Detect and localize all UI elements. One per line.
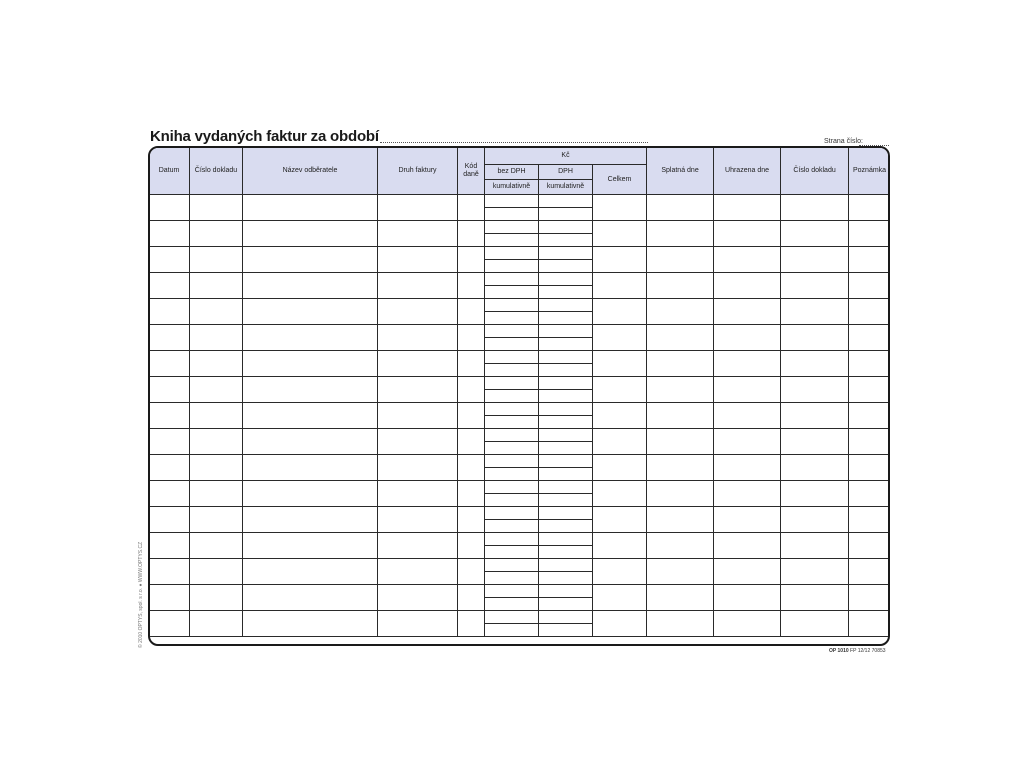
header-kumulativne-1: kumulativně <box>485 180 539 195</box>
table-row <box>149 377 891 390</box>
cell-bez-dph-kumulativne[interactable] <box>485 520 539 533</box>
cell-kod-dane[interactable] <box>458 377 485 403</box>
cell-poznamka[interactable] <box>849 351 890 377</box>
header-datum: Datum <box>149 147 190 195</box>
invoice-ledger-table <box>148 146 890 637</box>
cell-kod-dane[interactable] <box>458 221 485 247</box>
cell-bez-dph[interactable] <box>485 195 539 208</box>
cell-celkem[interactable] <box>593 533 647 559</box>
cell-datum[interactable] <box>149 481 190 507</box>
cell-datum[interactable] <box>149 585 190 611</box>
cell-kod-dane[interactable] <box>458 429 485 455</box>
cell-cislo-dokladu-2[interactable] <box>781 507 849 533</box>
cell-dph-kumulativne[interactable] <box>539 390 593 403</box>
form-code-rest: FP 12/12 70853 <box>850 648 886 654</box>
cell-cislo-dokladu[interactable] <box>190 533 243 559</box>
cell-kod-dane[interactable] <box>458 585 485 611</box>
cell-cislo-dokladu[interactable] <box>190 429 243 455</box>
cell-uhrazena-dne[interactable] <box>714 455 781 481</box>
cell-dph-kumulativne[interactable] <box>539 286 593 299</box>
cell-splatna-dne[interactable] <box>647 585 714 611</box>
cell-nazev-odberatele[interactable] <box>243 559 378 585</box>
cell-uhrazena-dne[interactable] <box>714 351 781 377</box>
cell-kod-dane[interactable] <box>458 247 485 273</box>
cell-dph-kumulativne[interactable] <box>539 520 593 533</box>
cell-cislo-dokladu-2[interactable] <box>781 273 849 299</box>
table-row <box>149 403 891 416</box>
cell-poznamka[interactable] <box>849 273 890 299</box>
cell-celkem[interactable] <box>593 429 647 455</box>
cell-splatna-dne[interactable] <box>647 481 714 507</box>
cell-cislo-dokladu-2[interactable] <box>781 299 849 325</box>
cell-poznamka[interactable] <box>849 481 890 507</box>
cell-bez-dph[interactable] <box>485 585 539 598</box>
cell-poznamka[interactable] <box>849 559 890 585</box>
cell-datum[interactable] <box>149 299 190 325</box>
header-druh-faktury: Druh faktury <box>378 147 458 195</box>
table-row <box>149 273 891 286</box>
cell-kod-dane[interactable] <box>458 403 485 429</box>
cell-poznamka[interactable] <box>849 377 890 403</box>
cell-poznamka[interactable] <box>849 195 890 221</box>
cell-nazev-odberatele[interactable] <box>243 325 378 351</box>
cell-dph-kumulativne[interactable] <box>539 338 593 351</box>
cell-celkem[interactable] <box>593 299 647 325</box>
cell-cislo-dokladu[interactable] <box>190 299 243 325</box>
cell-cislo-dokladu-2[interactable] <box>781 377 849 403</box>
cell-cislo-dokladu-2[interactable] <box>781 455 849 481</box>
cell-poznamka[interactable] <box>849 221 890 247</box>
cell-poznamka[interactable] <box>849 325 890 351</box>
title-fill-line <box>380 142 648 143</box>
table-row <box>149 247 891 260</box>
cell-kod-dane[interactable] <box>458 455 485 481</box>
header-kod-dane: Kód daně <box>458 147 485 195</box>
cell-dph[interactable] <box>539 429 593 442</box>
cell-bez-dph[interactable] <box>485 273 539 286</box>
cell-uhrazena-dne[interactable] <box>714 325 781 351</box>
cell-druh-faktury[interactable] <box>378 403 458 429</box>
table-row <box>149 195 891 208</box>
cell-uhrazena-dne[interactable] <box>714 247 781 273</box>
header-celkem: Celkem <box>593 165 647 195</box>
cell-nazev-odberatele[interactable] <box>243 403 378 429</box>
cell-splatna-dne[interactable] <box>647 247 714 273</box>
cell-nazev-odberatele[interactable] <box>243 585 378 611</box>
cell-nazev-odberatele[interactable] <box>243 455 378 481</box>
cell-splatna-dne[interactable] <box>647 195 714 221</box>
cell-uhrazena-dne[interactable] <box>714 403 781 429</box>
cell-celkem[interactable] <box>593 377 647 403</box>
cell-bez-dph-kumulativne[interactable] <box>485 364 539 377</box>
cell-uhrazena-dne[interactable] <box>714 273 781 299</box>
header-cislo-dokladu: Číslo dokladu <box>190 147 243 195</box>
cell-cislo-dokladu-2[interactable] <box>781 585 849 611</box>
cell-druh-faktury[interactable] <box>378 351 458 377</box>
cell-bez-dph-kumulativne[interactable] <box>485 468 539 481</box>
cell-uhrazena-dne[interactable] <box>714 299 781 325</box>
cell-splatna-dne[interactable] <box>647 403 714 429</box>
form-code <box>829 648 886 654</box>
cell-dph[interactable] <box>539 273 593 286</box>
cell-celkem[interactable] <box>593 559 647 585</box>
cell-kod-dane[interactable] <box>458 325 485 351</box>
cell-kod-dane[interactable] <box>458 299 485 325</box>
cell-cislo-dokladu[interactable] <box>190 481 243 507</box>
page-title: Kniha vydaných faktur za období <box>150 128 379 145</box>
cell-kod-dane[interactable] <box>458 559 485 585</box>
cell-cislo-dokladu-2[interactable] <box>781 221 849 247</box>
cell-dph-kumulativne[interactable] <box>539 312 593 325</box>
cell-cislo-dokladu[interactable] <box>190 559 243 585</box>
cell-datum[interactable] <box>149 351 190 377</box>
cell-dph-kumulativne[interactable] <box>539 416 593 429</box>
cell-dph-kumulativne[interactable] <box>539 546 593 559</box>
cell-bez-dph[interactable] <box>485 611 539 624</box>
cell-celkem[interactable] <box>593 351 647 377</box>
cell-bez-dph[interactable] <box>485 403 539 416</box>
cell-cislo-dokladu-2[interactable] <box>781 429 849 455</box>
cell-cislo-dokladu-2[interactable] <box>781 195 849 221</box>
cell-dph[interactable] <box>539 611 593 624</box>
cell-bez-dph[interactable] <box>485 507 539 520</box>
cell-splatna-dne[interactable] <box>647 299 714 325</box>
page-number-label: Strana číslo: <box>824 138 863 145</box>
cell-druh-faktury[interactable] <box>378 299 458 325</box>
cell-cislo-dokladu[interactable] <box>190 507 243 533</box>
cell-cislo-dokladu-2[interactable] <box>781 403 849 429</box>
cell-dph-kumulativne[interactable] <box>539 572 593 585</box>
cell-celkem[interactable] <box>593 403 647 429</box>
cell-datum[interactable] <box>149 507 190 533</box>
cell-bez-dph-kumulativne[interactable] <box>485 624 539 637</box>
cell-cislo-dokladu[interactable] <box>190 273 243 299</box>
cell-uhrazena-dne[interactable] <box>714 585 781 611</box>
cell-kod-dane[interactable] <box>458 195 485 221</box>
cell-datum[interactable] <box>149 325 190 351</box>
cell-dph[interactable] <box>539 455 593 468</box>
cell-datum[interactable] <box>149 559 190 585</box>
cell-celkem[interactable] <box>593 481 647 507</box>
cell-cislo-dokladu[interactable] <box>190 351 243 377</box>
cell-bez-dph[interactable] <box>485 351 539 364</box>
cell-cislo-dokladu-2[interactable] <box>781 533 849 559</box>
cell-uhrazena-dne[interactable] <box>714 429 781 455</box>
cell-kod-dane[interactable] <box>458 481 485 507</box>
cell-datum[interactable] <box>149 533 190 559</box>
cell-celkem[interactable] <box>593 455 647 481</box>
cell-bez-dph-kumulativne[interactable] <box>485 234 539 247</box>
cell-dph-kumulativne[interactable] <box>539 494 593 507</box>
cell-bez-dph[interactable] <box>485 481 539 494</box>
cell-bez-dph[interactable] <box>485 455 539 468</box>
table-row <box>149 559 891 572</box>
cell-bez-dph[interactable] <box>485 221 539 234</box>
table-row <box>149 507 891 520</box>
cell-cislo-dokladu[interactable] <box>190 585 243 611</box>
cell-bez-dph-kumulativne[interactable] <box>485 312 539 325</box>
cell-datum[interactable] <box>149 273 190 299</box>
cell-celkem[interactable] <box>593 611 647 637</box>
cell-dph[interactable] <box>539 325 593 338</box>
cell-poznamka[interactable] <box>849 455 890 481</box>
cell-datum[interactable] <box>149 429 190 455</box>
cell-celkem[interactable] <box>593 221 647 247</box>
cell-cislo-dokladu-2[interactable] <box>781 247 849 273</box>
header-cislo-dokladu-2: Číslo dokladu <box>781 147 849 195</box>
cell-splatna-dne[interactable] <box>647 221 714 247</box>
cell-dph-kumulativne[interactable] <box>539 234 593 247</box>
cell-poznamka[interactable] <box>849 507 890 533</box>
cell-datum[interactable] <box>149 377 190 403</box>
table-row <box>149 455 891 468</box>
cell-poznamka[interactable] <box>849 429 890 455</box>
cell-nazev-odberatele[interactable] <box>243 481 378 507</box>
cell-splatna-dne[interactable] <box>647 533 714 559</box>
cell-celkem[interactable] <box>593 195 647 221</box>
cell-cislo-dokladu-2[interactable] <box>781 481 849 507</box>
cell-dph-kumulativne[interactable] <box>539 624 593 637</box>
cell-splatna-dne[interactable] <box>647 611 714 637</box>
cell-splatna-dne[interactable] <box>647 273 714 299</box>
cell-cislo-dokladu-2[interactable] <box>781 559 849 585</box>
cell-splatna-dne[interactable] <box>647 455 714 481</box>
table-row <box>149 351 891 364</box>
cell-celkem[interactable] <box>593 325 647 351</box>
cell-kod-dane[interactable] <box>458 533 485 559</box>
cell-celkem[interactable] <box>593 247 647 273</box>
cell-bez-dph[interactable] <box>485 533 539 546</box>
cell-splatna-dne[interactable] <box>647 559 714 585</box>
cell-druh-faktury[interactable] <box>378 455 458 481</box>
cell-dph[interactable] <box>539 585 593 598</box>
cell-bez-dph-kumulativne[interactable] <box>485 286 539 299</box>
cell-druh-faktury[interactable] <box>378 221 458 247</box>
table-row <box>149 429 891 442</box>
form-code-bold: OP 1010 <box>829 648 849 654</box>
cell-nazev-odberatele[interactable] <box>243 247 378 273</box>
cell-dph[interactable] <box>539 507 593 520</box>
cell-cislo-dokladu[interactable] <box>190 221 243 247</box>
cell-bez-dph-kumulativne[interactable] <box>485 494 539 507</box>
cell-uhrazena-dne[interactable] <box>714 221 781 247</box>
cell-cislo-dokladu[interactable] <box>190 247 243 273</box>
publisher-side-text: © 2010 OPTYS, spol. s r.o. ● WWW.OPTYS.CZ <box>138 541 144 648</box>
cell-poznamka[interactable] <box>849 585 890 611</box>
cell-dph-kumulativne[interactable] <box>539 260 593 273</box>
cell-splatna-dne[interactable] <box>647 507 714 533</box>
cell-bez-dph-kumulativne[interactable] <box>485 598 539 611</box>
cell-poznamka[interactable] <box>849 299 890 325</box>
cell-nazev-odberatele[interactable] <box>243 611 378 637</box>
cell-uhrazena-dne[interactable] <box>714 481 781 507</box>
cell-dph-kumulativne[interactable] <box>539 364 593 377</box>
cell-kod-dane[interactable] <box>458 351 485 377</box>
cell-datum[interactable] <box>149 247 190 273</box>
cell-cislo-dokladu[interactable] <box>190 195 243 221</box>
header-dph: DPH <box>539 165 593 180</box>
cell-druh-faktury[interactable] <box>378 585 458 611</box>
cell-celkem[interactable] <box>593 273 647 299</box>
cell-bez-dph-kumulativne[interactable] <box>485 338 539 351</box>
cell-druh-faktury[interactable] <box>378 533 458 559</box>
cell-cislo-dokladu[interactable] <box>190 455 243 481</box>
header-bez-dph: bez DPH <box>485 165 539 180</box>
cell-bez-dph-kumulativne[interactable] <box>485 260 539 273</box>
cell-kod-dane[interactable] <box>458 273 485 299</box>
cell-uhrazena-dne[interactable] <box>714 507 781 533</box>
cell-dph[interactable] <box>539 559 593 572</box>
header-poznamka: Poznámka <box>849 147 890 195</box>
cell-nazev-odberatele[interactable] <box>243 299 378 325</box>
cell-cislo-dokladu[interactable] <box>190 377 243 403</box>
cell-druh-faktury[interactable] <box>378 273 458 299</box>
cell-bez-dph-kumulativne[interactable] <box>485 416 539 429</box>
cell-cislo-dokladu-2[interactable] <box>781 611 849 637</box>
cell-druh-faktury[interactable] <box>378 195 458 221</box>
cell-dph-kumulativne[interactable] <box>539 598 593 611</box>
cell-uhrazena-dne[interactable] <box>714 377 781 403</box>
cell-bez-dph[interactable] <box>485 247 539 260</box>
cell-dph-kumulativne[interactable] <box>539 442 593 455</box>
cell-celkem[interactable] <box>593 507 647 533</box>
cell-poznamka[interactable] <box>849 533 890 559</box>
cell-cislo-dokladu-2[interactable] <box>781 351 849 377</box>
cell-druh-faktury[interactable] <box>378 377 458 403</box>
cell-nazev-odberatele[interactable] <box>243 351 378 377</box>
cell-bez-dph[interactable] <box>485 559 539 572</box>
cell-dph[interactable] <box>539 221 593 234</box>
cell-druh-faktury[interactable] <box>378 247 458 273</box>
cell-uhrazena-dne[interactable] <box>714 195 781 221</box>
table-row <box>149 299 891 312</box>
cell-datum[interactable] <box>149 455 190 481</box>
header-kc: Kč <box>485 147 647 165</box>
cell-bez-dph-kumulativne[interactable] <box>485 546 539 559</box>
cell-dph[interactable] <box>539 195 593 208</box>
cell-druh-faktury[interactable] <box>378 429 458 455</box>
cell-bez-dph-kumulativne[interactable] <box>485 442 539 455</box>
cell-cislo-dokladu-2[interactable] <box>781 325 849 351</box>
table-row <box>149 481 891 494</box>
cell-uhrazena-dne[interactable] <box>714 559 781 585</box>
cell-bez-dph-kumulativne[interactable] <box>485 390 539 403</box>
cell-dph[interactable] <box>539 533 593 546</box>
header-kumulativne-2: kumulativně <box>539 180 593 195</box>
cell-cislo-dokladu[interactable] <box>190 611 243 637</box>
table-row <box>149 533 891 546</box>
cell-splatna-dne[interactable] <box>647 377 714 403</box>
cell-datum[interactable] <box>149 403 190 429</box>
cell-splatna-dne[interactable] <box>647 325 714 351</box>
header-nazev-odberatele: Název odběratele <box>243 147 378 195</box>
cell-datum[interactable] <box>149 195 190 221</box>
cell-uhrazena-dne[interactable] <box>714 533 781 559</box>
cell-druh-faktury[interactable] <box>378 507 458 533</box>
cell-nazev-odberatele[interactable] <box>243 377 378 403</box>
table-row <box>149 611 891 624</box>
ledger-body <box>149 195 891 637</box>
cell-datum[interactable] <box>149 611 190 637</box>
cell-dph[interactable] <box>539 377 593 390</box>
cell-dph-kumulativne[interactable] <box>539 468 593 481</box>
cell-splatna-dne[interactable] <box>647 429 714 455</box>
cell-dph-kumulativne[interactable] <box>539 208 593 221</box>
cell-bez-dph[interactable] <box>485 429 539 442</box>
cell-nazev-odberatele[interactable] <box>243 533 378 559</box>
cell-druh-faktury[interactable] <box>378 481 458 507</box>
cell-dph[interactable] <box>539 351 593 364</box>
cell-poznamka[interactable] <box>849 403 890 429</box>
cell-cislo-dokladu[interactable] <box>190 403 243 429</box>
cell-druh-faktury[interactable] <box>378 611 458 637</box>
cell-bez-dph[interactable] <box>485 325 539 338</box>
header-splatna-dne: Splatná dne <box>647 147 714 195</box>
cell-nazev-odberatele[interactable] <box>243 195 378 221</box>
cell-dph[interactable] <box>539 481 593 494</box>
cell-bez-dph[interactable] <box>485 377 539 390</box>
cell-dph[interactable] <box>539 299 593 312</box>
invoice-ledger-form <box>148 146 890 646</box>
cell-kod-dane[interactable] <box>458 611 485 637</box>
cell-uhrazena-dne[interactable] <box>714 611 781 637</box>
cell-bez-dph-kumulativne[interactable] <box>485 572 539 585</box>
cell-nazev-odberatele[interactable] <box>243 221 378 247</box>
cell-nazev-odberatele[interactable] <box>243 507 378 533</box>
table-row <box>149 221 891 234</box>
cell-nazev-odberatele[interactable] <box>243 429 378 455</box>
cell-poznamka[interactable] <box>849 611 890 637</box>
cell-datum[interactable] <box>149 221 190 247</box>
cell-dph[interactable] <box>539 403 593 416</box>
cell-poznamka[interactable] <box>849 247 890 273</box>
cell-splatna-dne[interactable] <box>647 351 714 377</box>
cell-bez-dph-kumulativne[interactable] <box>485 208 539 221</box>
cell-nazev-odberatele[interactable] <box>243 273 378 299</box>
cell-bez-dph[interactable] <box>485 299 539 312</box>
cell-druh-faktury[interactable] <box>378 325 458 351</box>
cell-cislo-dokladu[interactable] <box>190 325 243 351</box>
cell-celkem[interactable] <box>593 585 647 611</box>
table-row <box>149 325 891 338</box>
cell-dph[interactable] <box>539 247 593 260</box>
cell-kod-dane[interactable] <box>458 507 485 533</box>
table-row <box>149 585 891 598</box>
cell-druh-faktury[interactable] <box>378 559 458 585</box>
header-uhrazena-dne: Uhrazena dne <box>714 147 781 195</box>
